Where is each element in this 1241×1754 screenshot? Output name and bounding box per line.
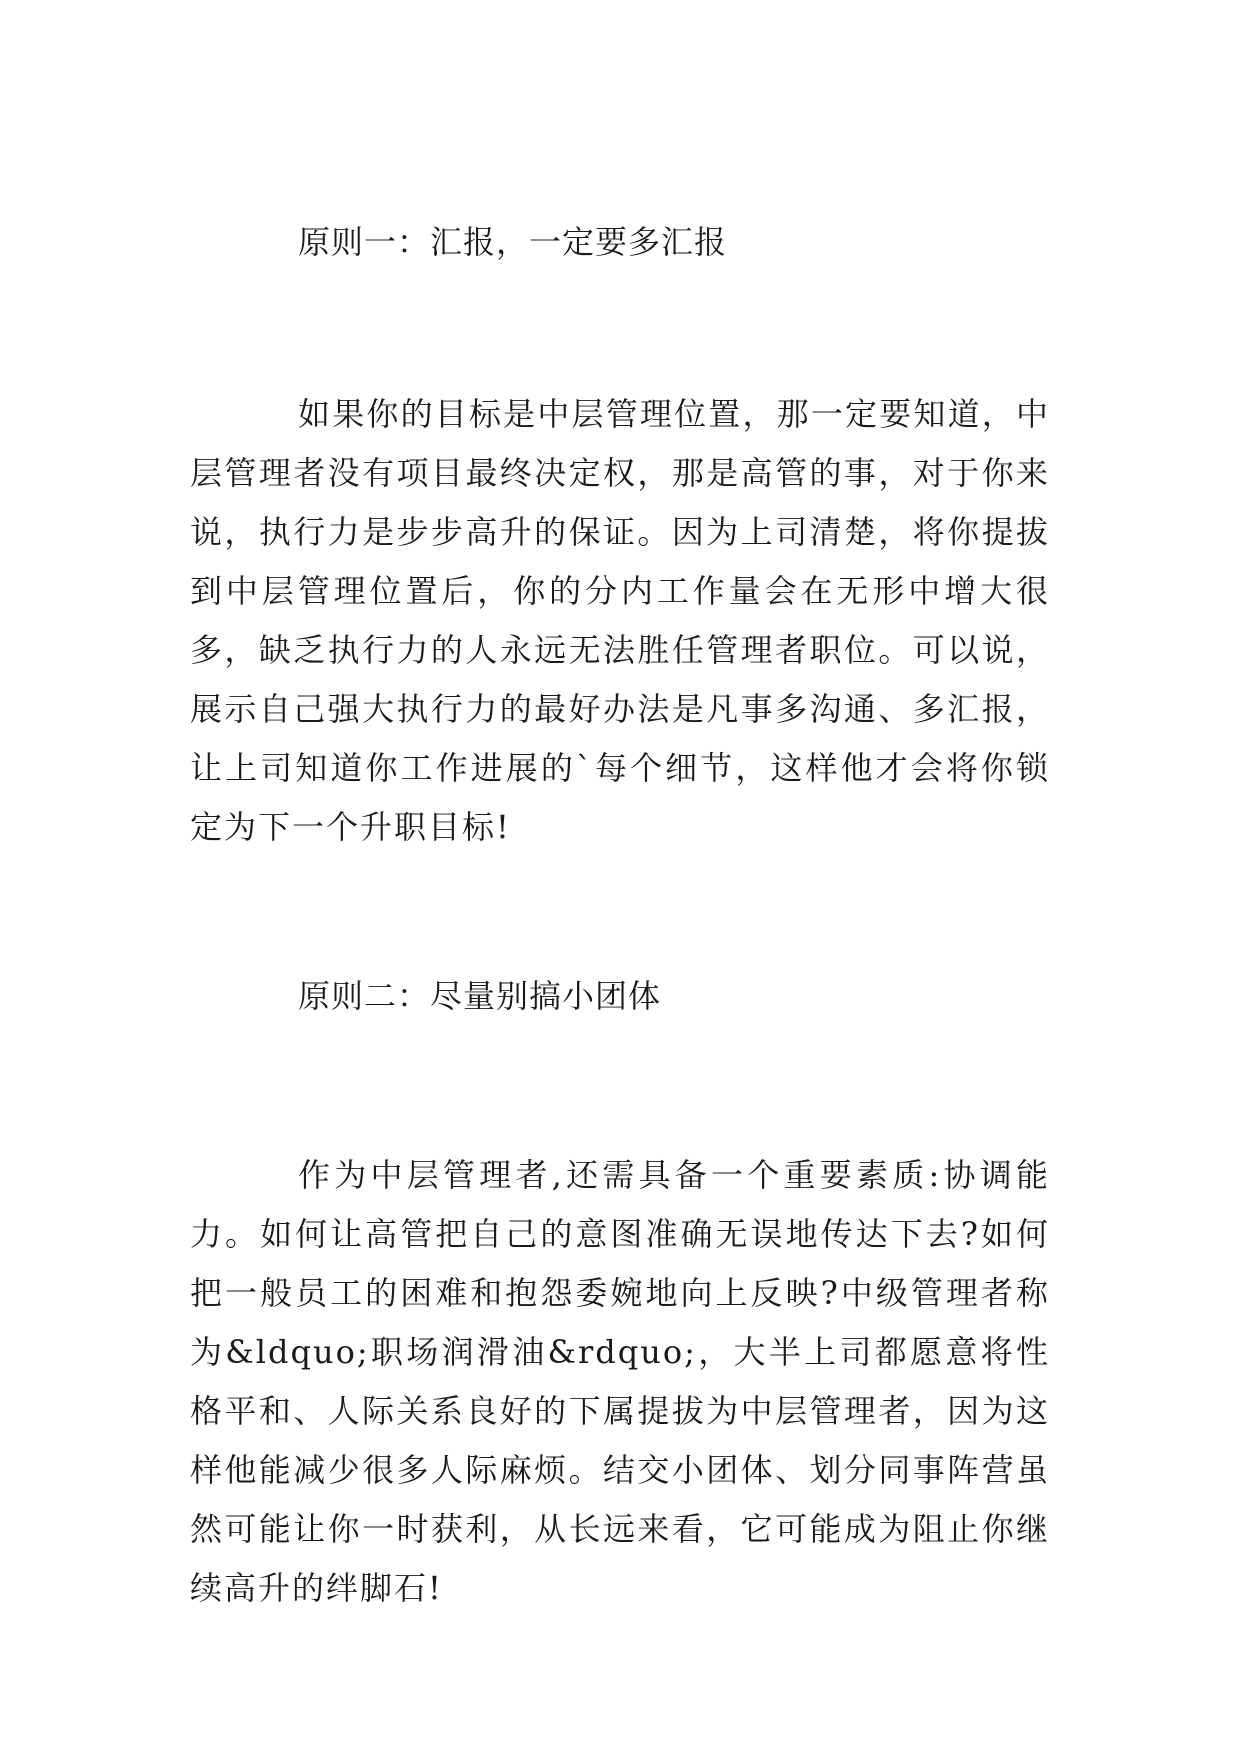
section-paragraph-principle-1: 如果你的目标是中层管理位置，那一定要知道，中层管理者没有项目最终决定权，那是高管的事，对于你来说，执行力是步步高升的保证。因为上司清楚，将你提拔到中层管理位置后，你的分内工作量会在无形中增大很多，缺乏执行力的人永远无法胜任管理者职位。可以说，展示自己强大执行力的最好办法是凡事多沟通、多汇报，让上司知道你工作进展的`每个细节，这样他才会将你锁定为下一个升职目标! — [190, 395, 1050, 846]
section-paragraph-principle-2: 作为中层管理者,还需具备一个重要素质:协调能力。如何让高管把自己的意图准确无误地传达下去?如何把一般员工的困难和抱怨委婉地向上反映?中级管理者称为&ldquo;职场润滑油&rdquo;，大半上司都愿意将性格平和、人际关系良好的下属提拔为中层管理者，因为这样他能减少很多人际麻烦。结交小团体、划分同事阵营虽然可能让你一时获利，从长远来看，它可能成为阻止你继续高升的绊脚石! — [190, 1156, 1050, 1607]
section-heading-principle-1: 原则一：汇报，一定要多汇报 — [298, 223, 728, 261]
section-heading-principle-2: 原则二：尽量别搞小团体 — [298, 977, 662, 1015]
